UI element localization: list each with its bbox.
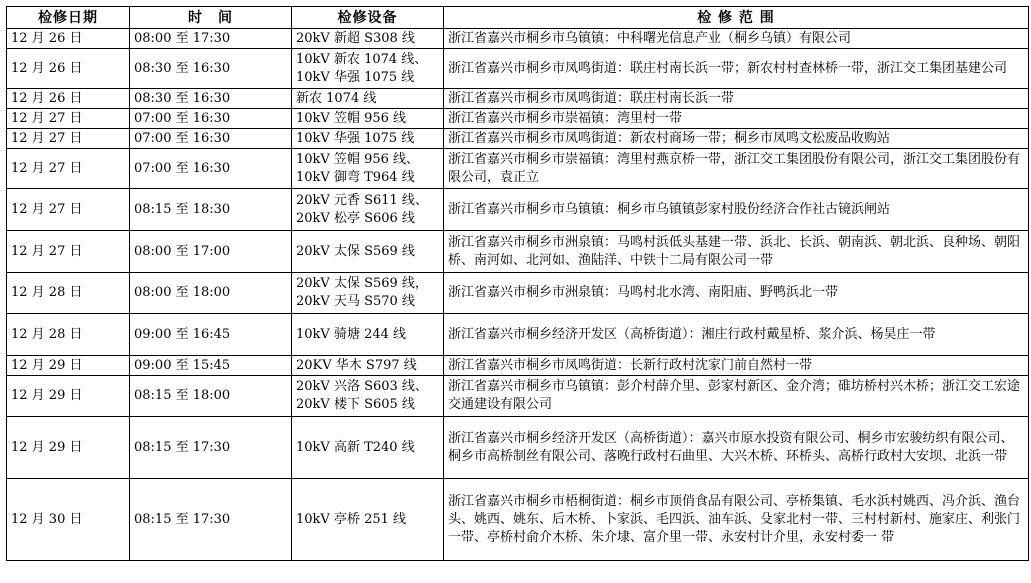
- cell-scope: 浙江省嘉兴市桐乡市乌镇镇：彭介村薛介里、彭家村新区、金介湾；碓坊桥村兴木桥；浙江交工宏途交通建设有限公司: [444, 376, 1029, 417]
- cell-scope: 浙江省嘉兴市桐乡市乌镇镇：中科曙光信息产业（桐乡乌镇）有限公司: [444, 29, 1029, 49]
- table-row: [7, 273, 1029, 314]
- cell-device: 20kV 元香 S611 线、 20kV 松亭 S606 线: [292, 189, 444, 231]
- header-device: 检修设备: [292, 7, 444, 29]
- cell-time: 08:00 至 17:30: [130, 29, 292, 49]
- cell-date: 12 月 27 日: [7, 129, 130, 149]
- cell-time: 08:15 至 18:00: [130, 376, 292, 417]
- cell-time: 07:00 至 16:30: [130, 149, 292, 189]
- cell-time: 07:00 至 16:30: [130, 129, 292, 149]
- cell-device: 20kV 太保 S569 线， 20kV 天马 S570 线: [292, 273, 444, 314]
- cell-time: 08:15 至 17:30: [130, 479, 292, 561]
- table-row: [7, 189, 1029, 231]
- cell-scope: 浙江省嘉兴市桐乡经济开发区（高桥街道）：湘庄行政村戴星桥、浆介浜、杨昊庄一带: [444, 314, 1029, 356]
- cell-scope: 浙江省嘉兴市桐乡市凤鸣街道：新农村商场一带；桐乡市凤鸣文松废品收购站: [444, 129, 1029, 149]
- cell-date: 12 月 28 日: [7, 273, 130, 314]
- table-row: [7, 109, 1029, 129]
- cell-time: 08:30 至 16:30: [130, 49, 292, 89]
- cell-time: 08:15 至 18:30: [130, 189, 292, 231]
- table-row: [7, 376, 1029, 417]
- cell-scope: 浙江省嘉兴市桐乡市崇福镇：湾里村燕京桥一带，浙江交工集团股份有限公司，浙江交工集团股份有限公司，袁正立: [444, 149, 1029, 189]
- table-row: [7, 417, 1029, 479]
- table-row: [7, 129, 1029, 149]
- maintenance-schedule-table: [6, 6, 1029, 561]
- cell-device: 20kV 兴洛 S603 线、 20kV 楼下 S605 线: [292, 376, 444, 417]
- cell-device: 20KV 华木 S797 线: [292, 356, 444, 376]
- cell-device: 20kV 新超 S308 线: [292, 29, 444, 49]
- table-row: [7, 29, 1029, 49]
- table-row: [7, 149, 1029, 189]
- cell-scope: 浙江省嘉兴市桐乡市崇福镇：湾里村一带: [444, 109, 1029, 129]
- cell-scope: 浙江省嘉兴市桐乡市凤鸣街道：联庄村南长浜一带；新农村村查林桥一带，浙江交工集团基建公司: [444, 49, 1029, 89]
- cell-time: 09:00 至 15:45: [130, 356, 292, 376]
- table-row: [7, 89, 1029, 109]
- cell-date: 12 月 27 日: [7, 149, 130, 189]
- cell-date: 12 月 29 日: [7, 376, 130, 417]
- cell-scope: 浙江省嘉兴市桐乡市梧桐街道：桐乡市顶俏食品有限公司、亭桥集镇、毛水浜村姚西、冯介浜、渔台头、姚西、姚东、后木桥、卜家浜、毛四浜、油车浜、殳家北村一带、三村村新村、施家庄、利张门一带、亭桥村俞介木桥、朱介埭、富介里一带、永安村计介里，永安村委一 带: [444, 479, 1029, 561]
- cell-date: 12 月 27 日: [7, 231, 130, 273]
- cell-scope: 浙江省嘉兴市桐乡经济开发区（高桥街道）：嘉兴市原水投资有限公司、桐乡市宏骏纺织有限公司、桐乡市高桥制丝有限公司、落晚行政村石曲里、大兴木桥、环桥头、高桥行政村大安坝、北浜一带: [444, 417, 1029, 479]
- cell-time: 09:00 至 16:45: [130, 314, 292, 356]
- header-date: 检修日期: [7, 7, 130, 29]
- cell-device: 新农 1074 线: [292, 89, 444, 109]
- cell-scope: 浙江省嘉兴市桐乡市凤鸣街道：联庄村南长浜一带: [444, 89, 1029, 109]
- cell-scope: 浙江省嘉兴市桐乡市洲泉镇：马鸣村浜低头基建一带、浜北、长浜、朝南浜、朝北浜、良种场、朝阳桥、南河如、北河如、渔陆洋、中铁十二局有限公司一带: [444, 231, 1029, 273]
- cell-scope: 浙江省嘉兴市桐乡市洲泉镇：马鸣村北水湾、南阳庙、野鸭浜北一带: [444, 273, 1029, 314]
- cell-date: 12 月 26 日: [7, 29, 130, 49]
- cell-date: 12 月 27 日: [7, 189, 130, 231]
- cell-time: 08:00 至 18:00: [130, 273, 292, 314]
- cell-time: 08:00 至 17:00: [130, 231, 292, 273]
- cell-date: 12 月 30 日: [7, 479, 130, 561]
- cell-device: 10kV 笠帽 956 线: [292, 109, 444, 129]
- cell-date: 12 月 26 日: [7, 49, 130, 89]
- cell-time: 08:15 至 17:30: [130, 417, 292, 479]
- cell-device: 10kV 高新 T240 线: [292, 417, 444, 479]
- cell-scope: 浙江省嘉兴市桐乡市凤鸣街道：长新行政村沈家门前自然村一带: [444, 356, 1029, 376]
- cell-device: 10kV 华强 1075 线: [292, 129, 444, 149]
- cell-scope: 浙江省嘉兴市桐乡市乌镇镇：桐乡市乌镇镇彭家村股份经济合作社古镜浜闸站: [444, 189, 1029, 231]
- cell-date: 12 月 27 日: [7, 109, 130, 129]
- cell-time: 07:00 至 16:30: [130, 109, 292, 129]
- table-row: [7, 479, 1029, 561]
- cell-time: 08:30 至 16:30: [130, 89, 292, 109]
- header-row: [7, 7, 1029, 29]
- cell-device: 10kV 笠帽 956 线、 10kV 御弯 T964 线: [292, 149, 444, 189]
- table-row: [7, 49, 1029, 89]
- cell-date: 12 月 29 日: [7, 417, 130, 479]
- table-row: [7, 231, 1029, 273]
- table-row: [7, 314, 1029, 356]
- cell-device: 10kV 骑塘 244 线: [292, 314, 444, 356]
- cell-date: 12 月 26 日: [7, 89, 130, 109]
- cell-date: 12 月 28 日: [7, 314, 130, 356]
- cell-device: 10kV 亭桥 251 线: [292, 479, 444, 561]
- cell-device: 10kV 新农 1074 线、 10kV 华强 1075 线: [292, 49, 444, 89]
- cell-date: 12 月 29 日: [7, 356, 130, 376]
- cell-device: 20kV 太保 S569 线: [292, 231, 444, 273]
- table-row: [7, 356, 1029, 376]
- schedule-body: [7, 29, 1029, 561]
- header-time: 时 间: [130, 7, 292, 29]
- header-scope: 检 修 范 围: [444, 7, 1029, 29]
